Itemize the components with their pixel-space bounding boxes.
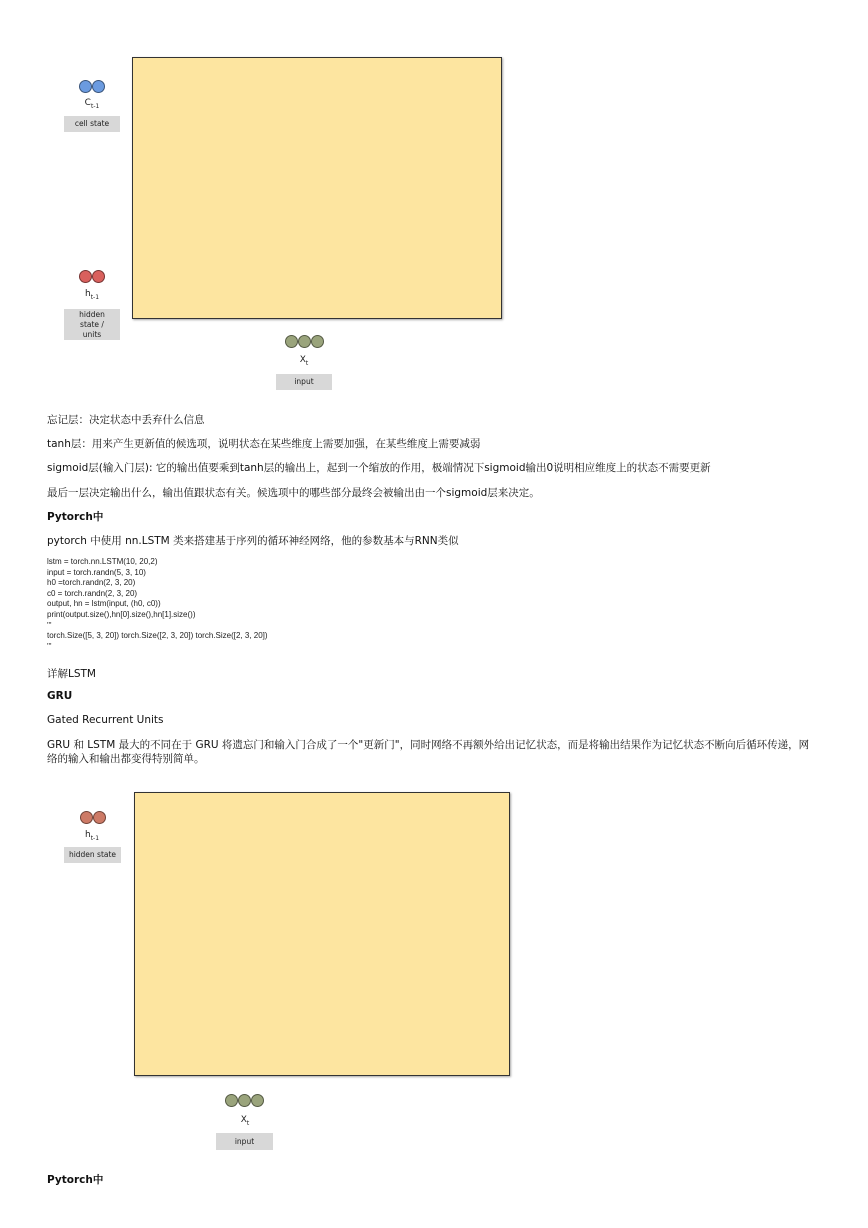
input-node bbox=[298, 335, 311, 348]
hidden-state-label: hidden state / units bbox=[64, 309, 120, 340]
input-node bbox=[225, 1094, 238, 1107]
input-node bbox=[311, 335, 324, 348]
paragraph-nn-lstm: pytorch 中使用 nn.LSTM 类来搭建基于序列的循环神经网络，他的参数基本与RNN类似 bbox=[47, 535, 459, 547]
input-node bbox=[285, 335, 298, 348]
heading-pytorch-gru: Pytorch中 bbox=[47, 1174, 104, 1186]
code-line: torch.Size([5, 3, 20]) torch.Size([2, 3, 20]) torch.Size([2, 3, 20]) bbox=[47, 631, 268, 641]
hidden-state-node bbox=[80, 811, 93, 824]
input-symbol: $X_t$ bbox=[240, 1115, 250, 1127]
code-block bbox=[47, 557, 268, 652]
input-symbol: $X_t$ bbox=[299, 355, 309, 367]
code-line: ''' bbox=[47, 620, 52, 630]
paragraph-sigmoid-layer: sigmoid层(输入门层): 它的输出值要乘到tanh层的输出上，起到一个缩放的作用，极端情况下sigmoid输出0说明相应维度上的状态不需要更新 bbox=[47, 462, 711, 474]
hidden-state-label: hidden state bbox=[64, 847, 121, 863]
code-line: input = torch.randn(5, 3, 10) bbox=[47, 567, 146, 577]
heading-gru: GRU bbox=[47, 690, 73, 702]
input-node bbox=[238, 1094, 251, 1107]
code-line: h0 =torch.randn(2, 3, 20) bbox=[47, 578, 136, 588]
paragraph-lstm-detail: 详解LSTM bbox=[47, 668, 96, 680]
hidden-state-node bbox=[92, 270, 105, 283]
paragraph-tanh-layer: tanh层：用来产生更新值的候选项，说明状态在某些维度上需要加强，在某些维度上需要减弱 bbox=[47, 438, 481, 450]
cell-state-symbol: $C_{t-1}$ bbox=[84, 98, 100, 110]
paragraph-gru-fullname: Gated Recurrent Units bbox=[47, 714, 164, 726]
code-line: print(output.size(),hn[0].size(),hn[1].size()) bbox=[47, 609, 196, 619]
input-label: input bbox=[276, 374, 332, 390]
lstm-cell-box bbox=[132, 57, 502, 319]
hidden-state-node bbox=[79, 270, 92, 283]
paragraph-output-layer: 最后一层决定输出什么，输出值跟状态有关。候选项中的哪些部分最终会被输出由一个sigmoid层来决定。 bbox=[47, 487, 540, 499]
cell-state-node bbox=[92, 80, 105, 93]
hidden-state-symbol: $h_{t-1}$ bbox=[84, 289, 100, 301]
code-line: output, hn = lstm(input, (h0, c0)) bbox=[47, 599, 161, 609]
code-line: lstm = torch.nn.LSTM(10, 20,2) bbox=[47, 557, 158, 566]
hidden-state-node bbox=[93, 811, 106, 824]
hidden-state-symbol: $h_{t-1}$ bbox=[84, 830, 100, 842]
code-line: c0 = torch.randn(2, 3, 20) bbox=[47, 588, 138, 598]
code-line: ''' bbox=[47, 641, 52, 651]
paragraph-forget-layer: 忘记层：决定状态中丢弃什么信息 bbox=[47, 414, 205, 426]
cell-state-label: cell state bbox=[64, 116, 120, 132]
paragraph-gru-vs-lstm: GRU 和 LSTM 最大的不同在于 GRU 将遗忘门和输入门合成了一个"更新门"，同时网络不再额外给出记忆状态，而是将输出结果作为记忆状态不断向后循环传递，网络的输入和输出都变得特别简单。 bbox=[47, 739, 810, 765]
input-label: input bbox=[216, 1133, 273, 1150]
heading-pytorch: Pytorch中 bbox=[47, 511, 104, 523]
gru-cell-box bbox=[134, 792, 510, 1076]
input-node bbox=[251, 1094, 264, 1107]
cell-state-node bbox=[79, 80, 92, 93]
